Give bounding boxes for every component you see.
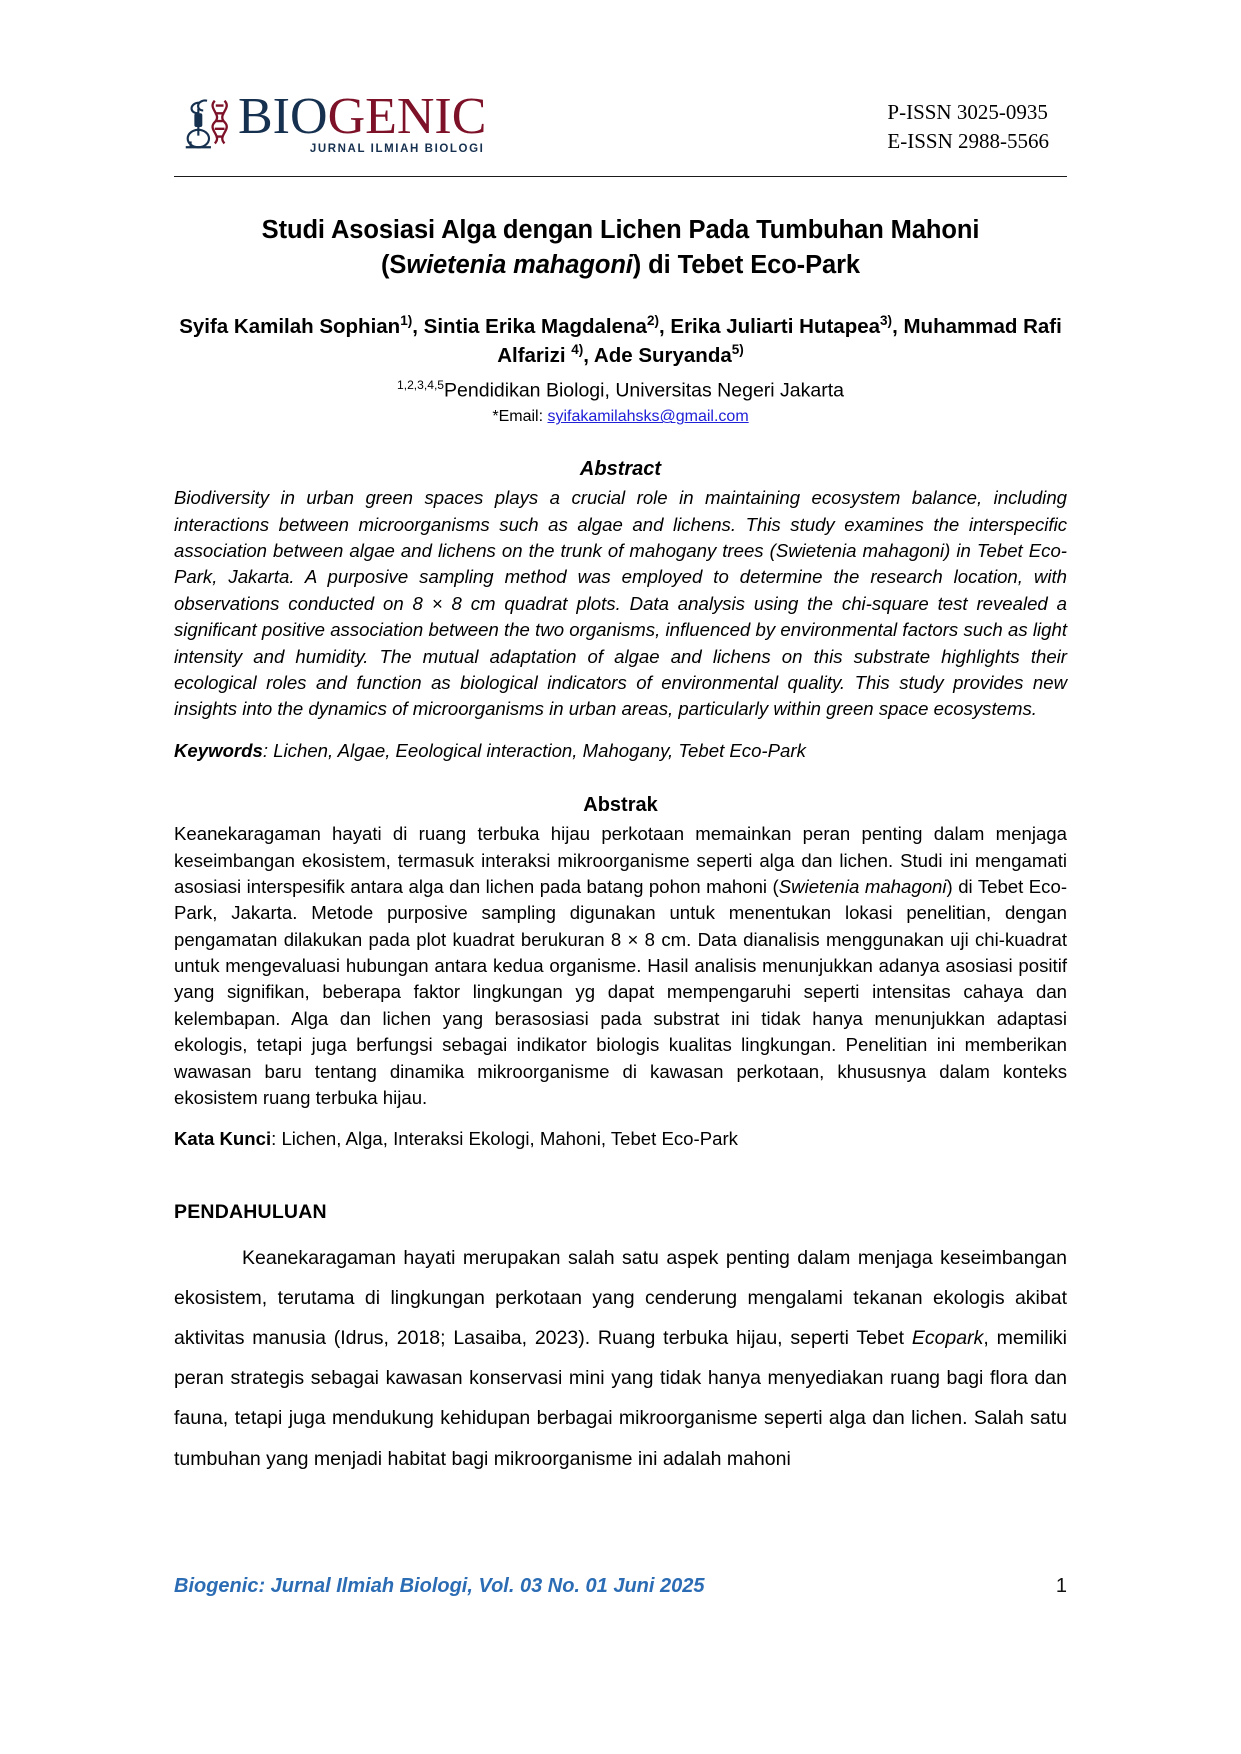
author-affil-marker: 4) xyxy=(571,342,584,358)
p-issn: P-ISSN 3025-0935 xyxy=(887,100,1048,124)
abstract-heading-id: Abstrak xyxy=(583,794,658,817)
abstract-heading-en: Abstract xyxy=(579,458,662,481)
page-number: 1 xyxy=(1055,1575,1067,1597)
affiliation xyxy=(174,378,1067,404)
keywords-value-id: : Lichen, Alga, Interaksi Ekologi, Mahoni, Tebet Eco-Park xyxy=(271,1128,738,1150)
keywords-en xyxy=(174,738,1067,764)
author-name: Erika Juliarti Hutapea xyxy=(670,315,881,339)
keywords-label-id: Kata Kunci xyxy=(174,1128,272,1150)
abstract-id-species: Swietenia mahagoni xyxy=(778,875,947,897)
e-issn: E-ISSN 2988-5566 xyxy=(887,128,1049,153)
title-text-part1: Studi Asosiasi Alga dengan Lichen Pada Tumbuhan Mahoni (S xyxy=(261,216,980,279)
page-footer xyxy=(174,1575,1067,1598)
title-text-part2: ) di Tebet Eco-Park xyxy=(632,250,860,279)
intro-part2: , memiliki peran strategis sebagai kawasan konservasi mini yang tidak hanya menyediakan ruang bagi flora dan fauna, tetapi juga mendukung kehidupan berbagai mikroorganisme seperti alga dan lichen. Salah satu tumbuhan yang menjadi habitat bagi mikroorganisme ini adalah mahoni xyxy=(174,1327,1067,1470)
keywords-id xyxy=(174,1126,1067,1152)
keywords-value-en: : Lichen, Algae, Eeological interaction, Mahogany, Tebet Eco-Park xyxy=(262,739,806,761)
title-text-italic1: wietenia xyxy=(406,250,507,279)
author-name: Syifa Kamilah Sophian xyxy=(179,315,401,339)
logo-word xyxy=(238,88,487,145)
author-name: Ade Suryanda xyxy=(593,344,732,368)
author-name: Sintia Erika Magdalena xyxy=(423,315,647,339)
page-content xyxy=(174,88,1068,1479)
email-label: *Email: xyxy=(492,408,548,426)
author-affil-marker: 2) xyxy=(646,313,659,329)
email-line xyxy=(174,407,1067,428)
email-link[interactable]: syifakamilahsks@gmail.com xyxy=(547,408,749,426)
author-affil-marker: 5) xyxy=(731,342,744,358)
abstract-body-en: Biodiversity in urban green spaces plays a crucial role in maintaining ecosystem balance, including interactions between microorganisms such as algae and lichens. This study examines the interspecific association between algae and lichens on the trunk of mahogany trees (Swietenia mahagoni) in Tebet Eco-Park, Jakarta. A purposive sampling method was employed to determine the research location, with observations conducted on 8 × 8 cm quadrat plots. Data analysis using the chi-square test revealed a significant positive association between the two organisms, influenced by environmental factors such as light intensity and humidity. The mutual adaptation of algae and lichens on this substrate highlights their ecological roles and function as biological indicators of environmental quality. This study provides new insights into the dynamics of microorganisms in urban areas, particularly within green space ecosystems. xyxy=(174,487,1067,720)
masthead xyxy=(174,88,1067,170)
section-heading-pendahuluan: PENDAHULUAN xyxy=(174,1200,327,1223)
keywords-label-en: Keywords xyxy=(174,739,263,761)
intro-part1: Keanekaragaman hayati merupakan salah satu aspek penting dalam menjaga keseimbangan ekosistem, terutama di lingkungan perkotaan yang cenderung mengalami tekanan ekologis akibat aktivitas manusia (Idrus, 2018; Lasaiba, 2023). Ruang terbuka hijau, seperti Tebet xyxy=(174,1246,1067,1350)
header-divider xyxy=(174,176,1067,177)
intro-italic-ecopark: Ecopark xyxy=(911,1327,984,1350)
abstract-id-part1: Keanekaragaman hayati di ruang terbuka hijau perkotaan memainkan peran penting dalam menjaga keseimbangan ekosistem, termasuk interaksi mikroorganisme seperti alga dan lichen. Studi ini mengamati asosiasi interspesifik antara alga dan lichen pada batang pohon mahoni ( xyxy=(174,823,1067,897)
page-title xyxy=(212,213,1029,282)
affiliation-marker: 1,2,3,4,5 xyxy=(397,377,445,392)
author-affil-marker: 3) xyxy=(880,313,893,329)
logo-wordmark xyxy=(238,88,487,155)
author-affil-marker: 1) xyxy=(400,313,413,329)
affiliation-text: Pendidikan Biologi, Universitas Negeri Jakarta xyxy=(444,379,844,402)
abstract-body-id xyxy=(174,821,1067,1111)
logo-word-bio: BIO xyxy=(238,88,328,145)
issn-block xyxy=(887,92,1067,156)
intro-paragraph xyxy=(174,1238,1067,1479)
logo-subtitle: JURNAL ILMIAH BIOLOGI xyxy=(309,142,485,155)
footer-journal-citation: Biogenic: Jurnal Ilmiah Biologi, Vol. 03 No. 01 Juni 2025 xyxy=(174,1575,705,1597)
abstract-id-part2: ) di Tebet Eco-Park, Jakarta. Metode purposive sampling digunakan untuk menentukan lokasi penelitian, dengan pengamatan dilakukan pada plot kuadrat berukuran 8 × 8 cm. Data dianalisis menggunakan uji chi-kuadrat untuk mengevaluasi hubungan antara kedua organisme. Hasil analisis menunjukkan adanya asosiasi positif yang signifikan, beberapa faktor lingkungan yg dapat mempengaruhi seperti intensitas cahaya dan kelembapan. Alga dan lichen yang berasosiasi pada substrat ini tidak hanya menunjukkan adaptasi ekologis, tetapi juga berfungsi sebagai indikator biologis kualitas lingkungan. Penelitian ini memberikan wawasan baru tentang dinamika mikroorganisme di kawasan perkotaan, khususnya dalam konteks ekosistem ruang terbuka hijau. xyxy=(174,875,1068,1109)
plant-dna-microscope-icon xyxy=(178,93,240,155)
logo-word-genic: GENIC xyxy=(327,88,487,145)
journal-logo xyxy=(178,88,487,155)
author-list: Syifa Kamilah Sophian$^{1)}$, Sintia Erika Magdalena$^{2)}$, Erika Juliarti Hutapea$^{3)}$, Muhammad Rafi Alfarizi $^{4)}$, Ade Suryanda$^{5)}$ xyxy=(179,313,1062,368)
title-text-italic2: mahagoni xyxy=(513,250,633,279)
author-name: Muhammad Rafi Alfarizi xyxy=(497,315,1062,368)
